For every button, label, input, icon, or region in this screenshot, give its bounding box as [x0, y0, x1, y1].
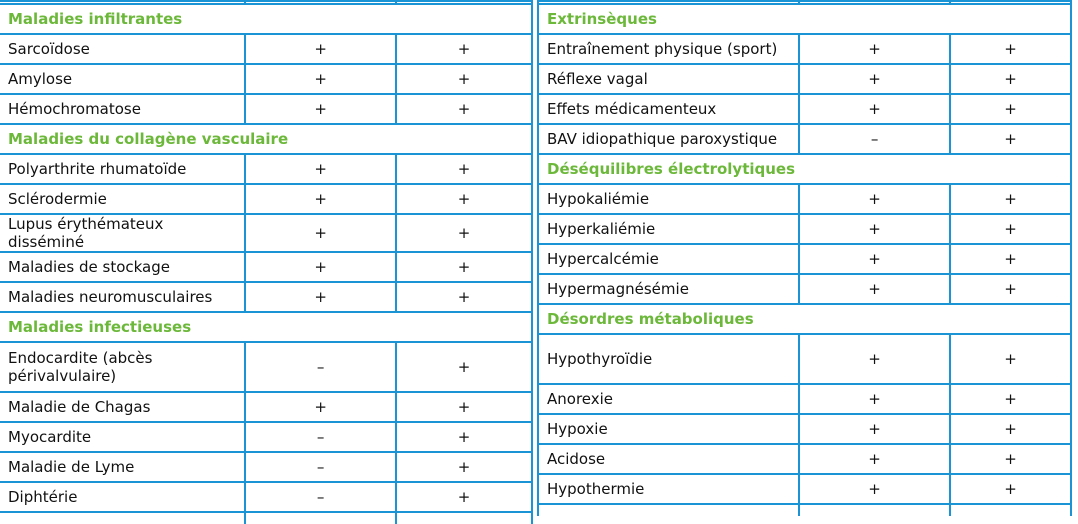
right-table: [537, 0, 1072, 516]
col2-mark: +: [396, 214, 532, 252]
col1-mark: +: [799, 414, 950, 444]
row-label: Réflexe vagal: [538, 64, 799, 94]
table-row: [538, 244, 1071, 274]
col1-mark: +: [799, 214, 950, 244]
col1-mark: –: [799, 124, 950, 154]
col1-mark: –: [245, 482, 396, 512]
col2-mark: +: [950, 214, 1071, 244]
table-row: [0, 452, 532, 482]
row-label: Diphtérie: [0, 482, 245, 512]
table-row: [0, 214, 532, 252]
col2-mark: +: [950, 34, 1071, 64]
row-label: Hémochromatose: [0, 94, 245, 124]
section-header: [0, 312, 532, 342]
section-header: [538, 154, 1071, 184]
table-row: [0, 392, 532, 422]
col2-mark: +: [396, 94, 532, 124]
col2-mark: +: [950, 444, 1071, 474]
row-label: Polyarthrite rhumatoïde: [0, 154, 245, 184]
table-row: [0, 422, 532, 452]
col2-mark: +: [396, 154, 532, 184]
row-label: Acidose: [538, 444, 799, 474]
row-label: Endocardite (abcès périvalvulaire): [0, 342, 245, 392]
table-row: [538, 274, 1071, 304]
table-row: [0, 482, 532, 512]
table-row: [538, 414, 1071, 444]
table-row: [538, 444, 1071, 474]
col1-mark: –: [245, 422, 396, 452]
col2-mark: +: [950, 244, 1071, 274]
col1-mark: +: [245, 64, 396, 94]
col2-mark: +: [396, 482, 532, 512]
col1-mark: +: [799, 334, 950, 384]
row-label: Effets médicamenteux: [538, 94, 799, 124]
col1-mark: +: [799, 34, 950, 64]
row-label: Maladie de Chagas: [0, 392, 245, 422]
section-title: Déséquilibres électrolytiques: [538, 154, 1071, 184]
table-row: [0, 282, 532, 312]
row-label: Hypothermie: [538, 474, 799, 504]
table-row: [538, 94, 1071, 124]
left-table: [0, 0, 533, 524]
row-label: Lupus érythémateux disséminé: [0, 214, 245, 252]
row-label: Hypokaliémie: [538, 184, 799, 214]
table-row: [538, 214, 1071, 244]
col2-mark: +: [950, 64, 1071, 94]
col1-mark: +: [245, 252, 396, 282]
col2-mark: +: [950, 184, 1071, 214]
table-row: [0, 64, 532, 94]
table-row: [0, 342, 532, 392]
col2-mark: +: [396, 452, 532, 482]
col1-mark: +: [799, 444, 950, 474]
col2-mark: +: [396, 392, 532, 422]
section-header: [0, 4, 532, 34]
row-label: Amylose: [0, 64, 245, 94]
table-row: [538, 384, 1071, 414]
col1-mark: +: [799, 384, 950, 414]
col1-mark: +: [799, 244, 950, 274]
table-row: [0, 184, 532, 214]
col1-mark: +: [799, 274, 950, 304]
col1-mark: –: [245, 452, 396, 482]
section-header: [538, 4, 1071, 34]
col1-mark: +: [799, 64, 950, 94]
col1-mark: +: [799, 94, 950, 124]
row-label: Maladies de stockage: [0, 252, 245, 282]
section-title: Extrinsèques: [538, 4, 1071, 34]
col1-mark: +: [245, 214, 396, 252]
row-label: Sclérodermie: [0, 184, 245, 214]
table-row: [0, 34, 532, 64]
col2-mark: +: [950, 274, 1071, 304]
col1-mark: +: [245, 34, 396, 64]
col1-mark: +: [799, 474, 950, 504]
col2-mark: +: [396, 422, 532, 452]
row-label: Hypoxie: [538, 414, 799, 444]
row-label: Hypercalcémie: [538, 244, 799, 274]
col2-mark: +: [396, 64, 532, 94]
col2-mark: +: [396, 252, 532, 282]
table-row: [538, 124, 1071, 154]
row-label: Maladie de Lyme: [0, 452, 245, 482]
table-row: [538, 34, 1071, 64]
section-header: [538, 304, 1071, 334]
table-row: [538, 334, 1071, 384]
table-row: [538, 474, 1071, 504]
col2-mark: +: [950, 414, 1071, 444]
row-label: Entraînement physique (sport): [538, 34, 799, 64]
col1-mark: +: [245, 184, 396, 214]
col1-mark: +: [799, 184, 950, 214]
col2-mark: +: [396, 184, 532, 214]
section-title: Désordres métaboliques: [538, 304, 1071, 334]
row-label: Hypothyroïdie: [538, 334, 799, 384]
row-label: BAV idiopathique paroxystique: [538, 124, 799, 154]
col2-mark: +: [950, 124, 1071, 154]
col1-mark: +: [245, 392, 396, 422]
row-label: Hyperkaliémie: [538, 214, 799, 244]
col1-mark: +: [245, 154, 396, 184]
section-title: Maladies infectieuses: [0, 312, 532, 342]
section-header: [0, 124, 532, 154]
col1-mark: +: [245, 282, 396, 312]
col2-mark: +: [396, 342, 532, 392]
row-label: Anorexie: [538, 384, 799, 414]
col2-mark: +: [396, 282, 532, 312]
col2-mark: +: [396, 34, 532, 64]
section-title: Maladies du collagène vasculaire: [0, 124, 532, 154]
table-row: [538, 64, 1071, 94]
table-row: [0, 94, 532, 124]
row-label: Maladies neuromusculaires: [0, 282, 245, 312]
col2-mark: +: [950, 384, 1071, 414]
col1-mark: –: [245, 342, 396, 392]
row-label: Myocardite: [0, 422, 245, 452]
col1-mark: +: [245, 94, 396, 124]
section-title: Maladies infiltrantes: [0, 4, 532, 34]
table-row: [538, 184, 1071, 214]
table-row: [0, 154, 532, 184]
table-row: [0, 252, 532, 282]
col2-mark: +: [950, 94, 1071, 124]
row-label: Sarcoïdose: [0, 34, 245, 64]
col2-mark: +: [950, 474, 1071, 504]
row-label: Hypermagnésémie: [538, 274, 799, 304]
col2-mark: +: [950, 334, 1071, 384]
